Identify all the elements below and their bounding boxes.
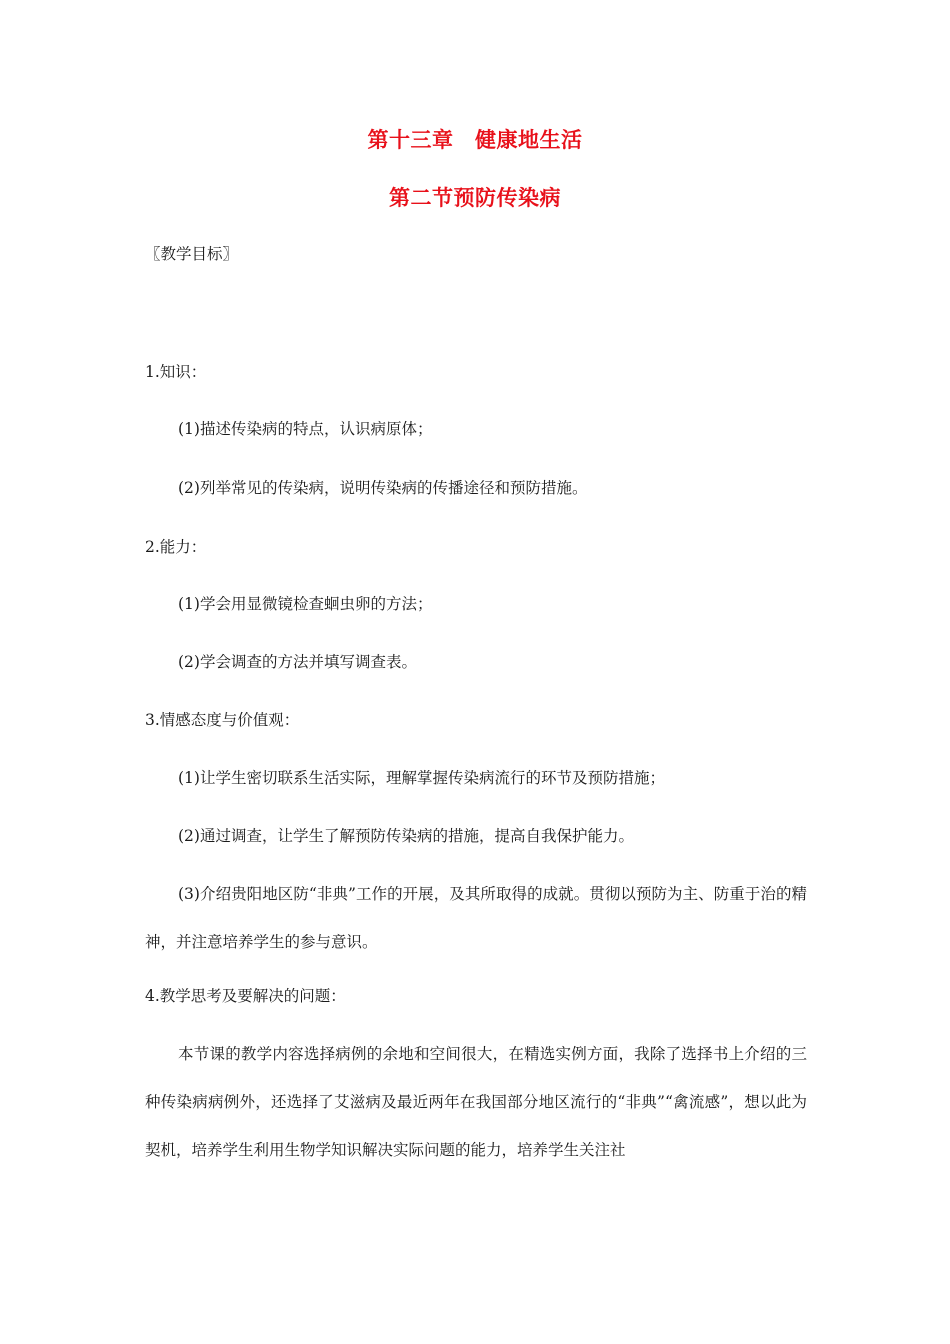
ability-heading: 2.能力：: [145, 538, 207, 556]
section-title: 第二节预防传染病: [389, 185, 561, 210]
emotion-heading: 3.情感态度与价值观：: [145, 711, 300, 729]
emotion-item-2: (2)通过调查，让学生了解预防传染病的措施，提高自我保护能力。: [178, 827, 634, 845]
emotion-item-1: (1)让学生密切联系生活实际，理解掌握传染病流行的环节及预防措施；: [178, 769, 665, 787]
knowledge-heading: 1.知识：: [145, 363, 207, 381]
chapter-title: 第十三章 健康地生活: [367, 127, 583, 152]
knowledge-item-2: (2)列举常见的传染病，说明传染病的传播途径和预防措施。: [178, 479, 588, 497]
objectives-heading: 〖教学目标〗: [145, 245, 239, 263]
emotion-item-3: (3)介绍贵阳地区防“非典”工作的开展，及其所取得的成就。贯彻以预防为主、防重于治的精神，并注意培养学生的参与意识。: [145, 885, 807, 951]
thinking-paragraph: 本节课的教学内容选择病例的余地和空间很大，在精选实例方面，我除了选择书上介绍的三种传染病病例外，还选择了艾滋病及最近两年在我国部分地区流行的“非典”“禽流感”，想以此为契机，培养学生利用生物学知识解决实际问题的能力，培养学生关注社: [145, 1045, 807, 1159]
knowledge-item-1: (1)描述传染病的特点，认识病原体；: [178, 420, 433, 438]
ability-item-2: (2)学会调查的方法并填写调查表。: [178, 653, 417, 671]
ability-item-1: (1)学会用显微镜检查蛔虫卵的方法；: [178, 595, 433, 613]
thinking-heading: 4.教学思考及要解决的问题：: [145, 987, 346, 1005]
